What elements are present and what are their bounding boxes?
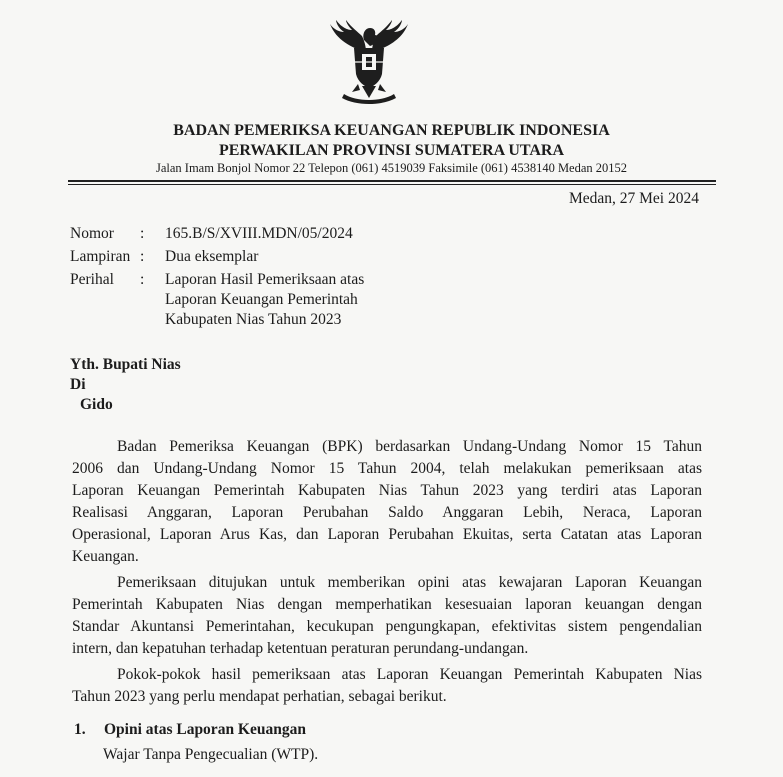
paragraph-line: Pokok-pokok hasil pemeriksaan atas Laporan Keuangan Pemerintah Kabupaten Nias: [117, 666, 702, 683]
paragraph-line: Laporan Keuangan Pemerintah Kabupaten Nias Tahun 2023 yang terdiri atas Laporan: [72, 482, 702, 499]
paragraph-line: 2006 dan Undang-Undang Nomor 15 Tahun 2004, telah melakukan pemeriksaan atas: [72, 460, 702, 477]
nomor-colon: :: [140, 225, 145, 242]
lampiran-value: Dua eksemplar: [165, 248, 259, 265]
nomor-label: Nomor: [70, 225, 114, 242]
letterhead-rule-thin: [68, 184, 716, 185]
letter-date: Medan, 27 Mei 2024: [568, 190, 699, 207]
paragraph-line: Operasional, Laporan Arus Kas, dan Laporan Perubahan Ekuitas, serta Catatan atas Laporan: [72, 526, 702, 543]
garuda-emblem-icon: [322, 18, 416, 106]
recipient-name: Yth. Bupati Nias: [70, 356, 181, 373]
letterhead-rule: [68, 180, 716, 182]
paragraph-line: Pemerintah Kabupaten Nias dengan memperhatikan kesesuaian laporan keuangan dengan: [72, 596, 702, 613]
perihal-line: Laporan Keuangan Pemerintah: [165, 291, 358, 308]
recipient-di: Di: [70, 376, 86, 393]
section-number: 1.: [74, 721, 86, 738]
recipient-place: Gido: [80, 396, 113, 413]
org-address: Jalan Imam Bonjol Nomor 22 Telepon (061) 4519039 Faksimile (061) 4538140 Medan 20152: [155, 161, 628, 175]
org-branch: PERWAKILAN PROVINSI SUMATERA UTARA: [218, 142, 565, 159]
section-title: Opini atas Laporan Keuangan: [104, 721, 306, 738]
nomor-value: 165.B/S/XVIII.MDN/05/2024: [165, 225, 353, 242]
paragraph-line: Keuangan.: [72, 548, 139, 565]
paragraph-line: Tahun 2023 yang perlu mendapat perhatian, sebagai berikut.: [72, 688, 447, 705]
paragraph-line: Pemeriksaan ditujukan untuk memberikan opini atas kewajaran Laporan Keuangan: [117, 574, 702, 591]
lampiran-label: Lampiran: [70, 248, 131, 265]
perihal-line: Kabupaten Nias Tahun 2023: [165, 311, 342, 328]
org-name: BADAN PEMERIKSA KEUANGAN REPUBLIK INDONESIA: [173, 122, 610, 139]
lampiran-colon: :: [140, 248, 145, 265]
perihal-colon: :: [140, 271, 145, 288]
section-body: Wajar Tanpa Pengecualian (WTP).: [103, 746, 319, 763]
perihal-label: Perihal: [70, 271, 114, 288]
section-heading: [74, 721, 306, 739]
paragraph-line: intern, dan kepatuhan terhadap ketentuan peraturan perundang-undangan.: [72, 640, 529, 657]
paragraph-line: Badan Pemeriksa Keuangan (BPK) berdasarkan Undang-Undang Nomor 15 Tahun: [117, 438, 702, 455]
paragraph-line: Realisasi Anggaran, Laporan Perubahan Saldo Anggaran Lebih, Neraca, Laporan: [72, 504, 702, 521]
paragraph-line: Standar Akuntansi Pemerintahan, kecukupan pengungkapan, efektivitas sistem pengendalian: [72, 618, 702, 635]
perihal-line: Laporan Hasil Pemeriksaan atas: [165, 271, 365, 288]
